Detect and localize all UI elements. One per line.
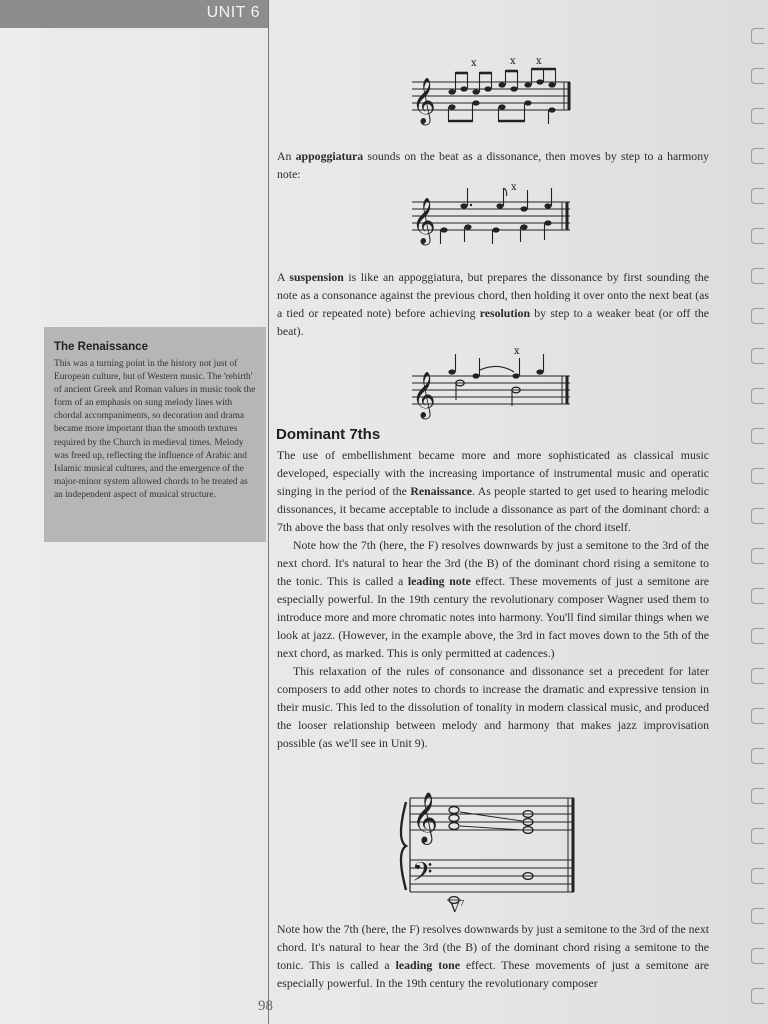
unit-header — [0, 0, 268, 28]
dissonance-mark: x — [536, 56, 542, 67]
paragraph-relaxation: This relaxation of the rules of consonance and dissonance set a precedent for later composers to add other notes to chords to increase the dramatic and expressive tension in their music. This led to the dissolution of tonality in modern classical music, and produced the looser relationship between melody and harmony that makes jazz improvisation possible (as we'll see in Unit 9). — [277, 664, 709, 750]
spiral-ring-icon — [751, 108, 764, 124]
spiral-ring-icon — [751, 228, 764, 244]
dominant-7ths-continued — [277, 920, 709, 992]
sidebar-body: This was a turning point in the history not just of European culture, but of Western music. The 'rebirth' of ancient Greek and Roman values in music took the form of an emphasis on sung melody lines with chordal accompaniments, so decoration and drama became more important than the smooth textures required by the Church in medieval times. Melody was freed up, reflecting the influence of Arabic and Islamic musical cultures, and the emergence of the major-minor system allowed chords to be treated as an independent aspect of musical structure. — [54, 359, 256, 500]
spiral-ring-icon — [751, 308, 764, 324]
term-renaissance: Renaissance — [410, 484, 472, 498]
spiral-ring-icon — [751, 788, 764, 804]
dissonance-mark: x — [471, 58, 477, 69]
paragraph-leading-tone: Note how the 7th (here, the F) resolves downwards by just a semitone to the 3rd of the next chord. It's natural to hear the 3rd (the B) of the dominant chord rising a semitone to the tonic. This is called a leading tone effect. These movements of just a semitone are especially powerful. In the 19th century the revolutionary composer — [277, 922, 709, 990]
spiral-ring-icon — [751, 588, 764, 604]
sidebar-title: The Renaissance — [54, 341, 148, 353]
appoggiatura-paragraph: An appoggiatura sounds on the beat as a dissonance, then moves by step to a harmony note: — [277, 149, 710, 181]
section-heading-dominant-7ths: Dominant 7ths — [276, 426, 381, 443]
spiral-ring-icon — [751, 348, 764, 364]
spiral-ring-icon — [751, 668, 764, 684]
paragraph-embellishment: The use of embellishment became more and more sophisticated as classical music developed, especially with the increasing importance of instrumental music and operatic singing in the period of the Renaissance. As people started to get used to hearing melodic dissonances, it became acceptable to include a dissonance as part of the dominant chord: a 7th above the bass that only resolves with the resolution of the chord itself. — [277, 448, 709, 534]
term-leading-tone: leading tone — [395, 958, 460, 972]
music-example-dominant-7th — [398, 790, 584, 915]
treble-clef-icon: 𝄞 — [412, 198, 436, 244]
spiral-ring-icon — [751, 628, 764, 644]
music-example-appoggiatura — [412, 180, 577, 250]
spiral-ring-icon — [751, 388, 764, 404]
sidebar-renaissance — [44, 327, 266, 542]
music-example-suspension — [412, 344, 577, 416]
treble-clef-icon: 𝄞 — [412, 792, 439, 843]
spiral-ring-icon — [751, 948, 764, 964]
spiral-ring-icon — [751, 868, 764, 884]
dominant-7ths-body — [277, 446, 709, 752]
dissonance-mark: x — [514, 346, 520, 357]
spiral-ring-icon — [751, 28, 764, 44]
spiral-ring-icon — [751, 508, 764, 524]
spiral-ring-icon — [751, 748, 764, 764]
paragraph-leading-note: Note how the 7th (here, the F) resolves downwards by just a semitone to the 3rd of the next chord. It's natural to hear the 3rd (the B) of the dominant chord rising a semitone to the tonic. This is called a leading note effect. These movements of just a semitone are especially powerful. In the 19th century the revolutionary composer Wagner used them to introduce more and more chromatic notes into harmony. You'll find similar things when we look at jazz. (However, in the example above, the 3rd in fact moves down to the 5th of the next chord, as marked. This is only permitted at cadences.) — [277, 538, 709, 660]
treble-clef-icon: 𝄞 — [412, 372, 436, 418]
margin-rule — [268, 0, 269, 1024]
spiral-ring-icon — [751, 908, 764, 924]
term-suspension: suspension — [289, 270, 344, 284]
spiral-ring-icon — [751, 188, 764, 204]
term-resolution: resolution — [479, 306, 531, 320]
chord-label-v7: $V^7$ — [450, 899, 465, 916]
unit-label: UNIT 6 — [206, 4, 260, 21]
spiral-ring-icon — [751, 428, 764, 444]
treble-clef-icon: 𝄞 — [412, 78, 436, 124]
spiral-ring-icon — [751, 988, 764, 1004]
spiral-ring-icon — [751, 468, 764, 484]
dissonance-mark: x — [511, 182, 517, 193]
spiral-ring-icon — [751, 148, 764, 164]
spiral-ring-icon — [751, 828, 764, 844]
dissonance-mark: x — [510, 56, 516, 67]
suspension-paragraph: A suspension is like an appoggiatura, but prepares the dissonance by first sounding the note as a consonance against the previous chord, then holding it over onto the next beat (as a tied or repeated note) before achieving resolution by step to a weaker beat (or off the beat). — [277, 270, 709, 338]
spiral-ring-icon — [751, 268, 764, 284]
term-appoggiatura: appoggiatura — [295, 149, 364, 163]
spiral-ring-icon — [751, 708, 764, 724]
music-example-ornament — [412, 56, 577, 126]
spiral-ring-icon — [751, 68, 764, 84]
page-number: 98 — [258, 998, 273, 1014]
spiral-binding — [742, 0, 768, 1024]
spiral-ring-icon — [751, 548, 764, 564]
bass-clef-icon: 𝄢 — [412, 856, 433, 894]
term-leading-note: leading note — [407, 574, 471, 588]
